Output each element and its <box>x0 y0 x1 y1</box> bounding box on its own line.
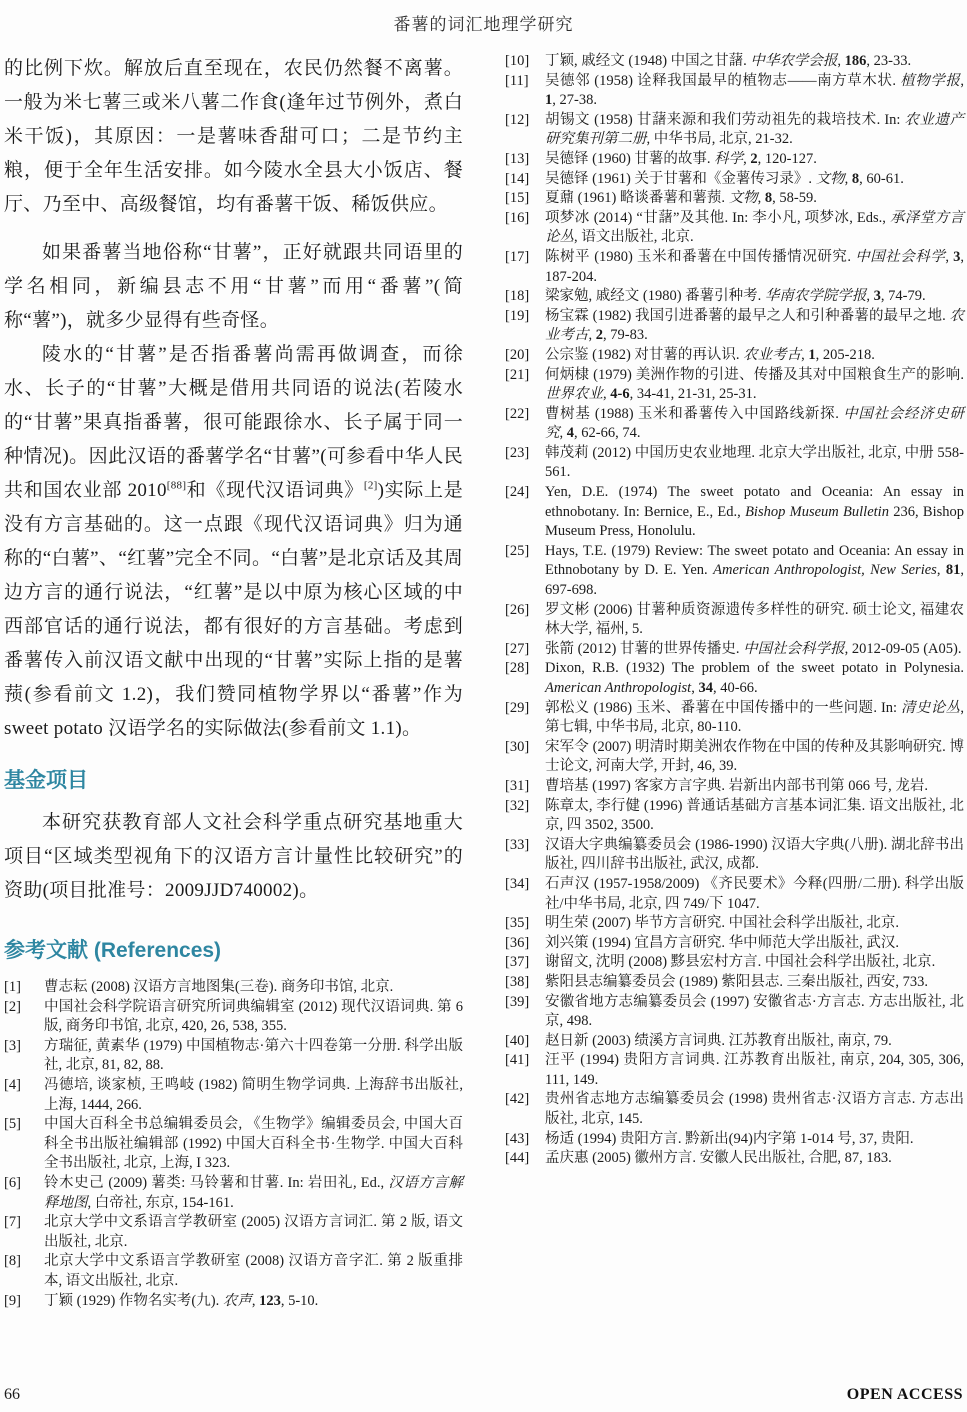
reference-number: [38] <box>505 973 530 990</box>
reference-text: 丁颖 (1929) 作物名实考(九). 农声, 123, 5-10. <box>44 1292 319 1309</box>
reference-text: 杨适 (1994) 贵阳方言. 黔新出(94)内字第 1-014 号, 37, 贵阳. <box>545 1130 914 1147</box>
reference-item <box>4 978 463 998</box>
reference-item <box>505 209 964 248</box>
page-footer <box>4 1386 963 1404</box>
reference-text: 韩茂莉 (2012) 中国历史农业地理. 北京大学出版社, 北京, 中册 558-561. <box>545 444 964 481</box>
reference-item <box>505 111 964 150</box>
reference-text: Hays, T.E. (1979) Review: The sweet potato and Oceania: An essay in Ethnobotany by D. E. Yen. American Anthropologist, New Series, 81, 697-698. <box>545 542 964 599</box>
reference-number: [19] <box>505 307 530 324</box>
reference-item <box>505 405 964 444</box>
reference-item <box>505 307 964 346</box>
reference-item <box>505 1130 964 1150</box>
references-list-left <box>4 978 463 1311</box>
reference-item <box>505 444 964 483</box>
reference-text: 北京大学中文系语言学教研室 (2005) 汉语方言词汇. 第 2 版, 语文出版社, 北京. <box>44 1214 463 1250</box>
reference-number: [12] <box>505 111 530 128</box>
reference-number: [30] <box>505 738 530 755</box>
reference-number: [26] <box>505 601 530 618</box>
reference-item <box>505 699 964 738</box>
reference-number: [22] <box>505 405 530 422</box>
reference-text: 贵州省志地方志编纂委员会 (1998) 贵州省志·汉语方言志. 方志出版社, 北京, 145. <box>545 1091 964 1128</box>
reference-item <box>505 973 964 993</box>
reference-text: 北京大学中文系语言学教研室 (2008) 汉语方音字汇. 第 2 版重排本, 语文出版社, 北京. <box>44 1253 463 1289</box>
reference-item <box>505 1149 964 1169</box>
reference-number: [37] <box>505 954 530 971</box>
reference-item <box>505 248 964 287</box>
reference-item <box>505 777 964 797</box>
fund-section-heading: 基金项目 <box>4 769 88 792</box>
reference-item <box>505 953 964 973</box>
reference-text: 汉语大字典编纂委员会 (1986-1990) 汉语大字典(八册). 湖北辞书出版社, 四川辞书出版社, 武汉, 成都. <box>545 836 964 873</box>
reference-number: [23] <box>505 444 530 461</box>
reference-text: 项梦冰 (2014) “甘藷”及其他. In: 李小凡, 项梦冰, Eds., 承泽堂方言论丛, 语文出版社, 北京. <box>545 209 965 246</box>
reference-item <box>4 1115 463 1174</box>
reference-number: [21] <box>505 366 530 383</box>
reference-text: 冯德培, 谈家桢, 王鸣岐 (1982) 简明生物学词典. 上海辞书出版社, 上海, 1444, 266. <box>44 1076 463 1113</box>
reference-text: 吴德铎 (1960) 甘薯的故事. 科学, 2, 120-127. <box>545 150 817 167</box>
reference-text: 梁家勉, 戚经文 (1980) 番薯引种考. 华南农学院学报, 3, 74-79. <box>545 288 926 305</box>
reference-text: 中国大百科全书总编辑委员会, 《生物学》编辑委员会, 中国大百科全书出版社编辑部 (1992) 中国大百科全书·生物学. 中国大百科全书出版社, 北京, 上海, I 323. <box>44 1116 463 1172</box>
reference-number: [29] <box>505 699 530 716</box>
reference-item <box>505 1051 964 1090</box>
reference-text: 曹志耘 (2008) 汉语方言地图集(三卷). 商务印书馆, 北京. <box>44 979 394 995</box>
reference-text: Dixon, R.B. (1932) The problem of the sweet potato in Polynesia. American Anthropologist, 34, 40-66. <box>545 660 964 696</box>
reference-number: [7] <box>4 1214 21 1231</box>
reference-number: [6] <box>4 1174 21 1191</box>
reference-number: [32] <box>505 797 530 814</box>
reference-text: 丁颖, 戚经文 (1948) 中国之甘藷. 中华农学会报, 186, 23-33. <box>545 53 912 69</box>
reference-item <box>4 1076 463 1115</box>
open-access-label: OPEN ACCESS <box>846 1386 963 1403</box>
reference-item <box>4 1174 463 1213</box>
reference-text: 胡锡文 (1958) 甘藷来源和我们劳动祖先的栽培技术. In: 农业遗产研究集刊第二册, 中华书局, 北京, 21-32. <box>545 111 965 148</box>
body-paragraph: 的比例下炊。解放后直至现在，农民仍然餐不离薯。一般为米七薯三或米八薯二作食(逢年过节例外，煮白米干饭)，其原因：一是薯味香甜可口；二是节约主粮，便于全年生活安排。如今陵水全县大小饭店、餐厅、乃至中、高级餐馆，均有番薯干饭、稀饭供应。 <box>4 58 463 215</box>
reference-number: [31] <box>505 777 530 794</box>
reference-number: [27] <box>505 640 530 657</box>
reference-text: 公宗鉴 (1982) 对甘薯的再认识. 农业考古, 1, 205-218. <box>545 346 875 363</box>
reference-item <box>505 738 964 777</box>
reference-number: [16] <box>505 209 530 226</box>
page-number: 66 <box>4 1386 20 1403</box>
reference-text: 罗文彬 (2006) 甘薯种质资源遗传多样性的研究. 硕士论文, 福建农林大学, 福州, 5. <box>545 601 964 638</box>
reference-item <box>505 346 964 366</box>
reference-item <box>505 287 964 307</box>
reference-item <box>4 1037 463 1076</box>
body-text <box>4 52 463 746</box>
reference-item <box>505 1090 964 1129</box>
references-section-heading: 参考文献 (References) <box>4 939 222 962</box>
reference-number: [9] <box>4 1292 21 1309</box>
citation-superscript: [88] <box>166 479 187 492</box>
reference-item <box>4 1252 463 1291</box>
reference-item <box>505 170 964 190</box>
reference-number: [40] <box>505 1032 530 1049</box>
reference-number: [28] <box>505 660 530 677</box>
reference-number: [5] <box>4 1116 21 1133</box>
reference-number: [36] <box>505 934 530 951</box>
reference-text: 明生荣 (2007) 毕节方言研究. 中国社会科学出版社, 北京. <box>545 915 900 932</box>
reference-number: [11] <box>505 72 529 89</box>
reference-text: 汪平 (1994) 贵阳方言词典. 江苏教育出版社, 南京, 204, 305, 306, 111, 149. <box>545 1052 964 1088</box>
reference-item <box>4 1292 463 1312</box>
reference-item <box>505 1032 964 1052</box>
reference-item <box>505 72 964 111</box>
reference-item <box>505 601 964 640</box>
reference-number: [14] <box>505 170 530 187</box>
reference-text: 刘兴策 (1994) 宜昌方言研究. 华中师范大学出版社, 武汉. <box>545 934 900 951</box>
reference-number: [39] <box>505 993 530 1010</box>
reference-item <box>505 659 964 698</box>
reference-number: [24] <box>505 484 530 501</box>
body-paragraph: 如果番薯当地俗称“甘薯”，正好就跟共同语里的学名相同，新编县志不用“甘薯”而用“番薯”(简称“薯”)，就多少显得有些奇怪。 <box>4 242 463 331</box>
reference-text: Yen, D.E. (1974) The sweet potato and Oceania: An essay in ethnobotany. In: Bernice, E., Ed., Bishop Museum Bulletin 236, Bishop Museum Press, Honolulu. <box>545 484 964 540</box>
reference-number: [42] <box>505 1091 530 1108</box>
reference-number: [41] <box>505 1052 530 1069</box>
reference-text: 曹培基 (1997) 客家方言字典. 岩新出内部书刊第 066 号, 龙岩. <box>545 777 929 794</box>
reference-item <box>505 797 964 836</box>
reference-item <box>505 542 964 601</box>
reference-item <box>505 836 964 875</box>
reference-text: 郭松义 (1986) 玉米、番薯在中国传播中的一些问题. In: 清史论丛, 第七辑, 中华书局, 北京, 80-110. <box>545 699 965 736</box>
reference-number: [18] <box>505 288 530 305</box>
reference-item <box>505 483 964 542</box>
reference-text: 曹树基 (1988) 玉米和番薯传入中国路线新探. 中国社会经济史研究, 4, 62-66, 74. <box>545 405 965 442</box>
body-paragraph: 陵水的“甘薯”是否指番薯尚需再做调查，而徐水、长子的“甘薯”大概是借用共同语的说法(若陵水的“甘薯”果真指番薯，很可能跟徐水、长子属于同一种情况)。因此汉语的番薯学名“甘薯”(可参看中华人民共和国农业部 2010[88]和《现代汉语词典》[2])实际上是没有方言基础的。这一点跟《现代汉语词典》归为通称的“白薯”、“红薯”完全不同。“白薯”是北京话及其周边方言的通行说法，“红薯”是以中原为核心区域的中西部官话的通行说法，都有很好的方言基础。考虑到番薯传入前汉语文献中出现的“甘薯”实际上指的是薯蓣(参看前文 1.2)，我们赞同植物学界以“番薯”作为 sweet potato 汉语学名的实际做法(参看前文 1.1)。 <box>4 344 463 739</box>
reference-number: [3] <box>4 1037 21 1054</box>
reference-text: 夏鼐 (1961) 略谈番薯和薯蓣. 文物, 8, 58-59. <box>545 190 817 207</box>
reference-text: 紫阳县志编纂委员会 (1989) 紫阳县志. 三秦出版社, 西安, 733. <box>545 973 929 990</box>
reference-number: [20] <box>505 346 530 363</box>
reference-item <box>505 52 964 72</box>
reference-number: [35] <box>505 915 530 932</box>
reference-item <box>505 934 964 954</box>
right-column <box>505 52 964 1169</box>
reference-item <box>505 150 964 170</box>
reference-item <box>505 189 964 209</box>
reference-text: 石声汉 (1957-1958/2009) 《齐民要术》今释(四册/二册). 科学出版社/中华书局, 北京, 四 749/下 1047. <box>545 875 964 912</box>
reference-number: [13] <box>505 150 530 167</box>
reference-number: [34] <box>505 875 530 892</box>
reference-text: 铃木史己 (2009) 薯类: 马铃薯和甘薯. In: 岩田礼, Ed., 汉语方言解释地图, 白帝社, 东京, 154-161. <box>44 1174 463 1211</box>
reference-text: 中国社会科学院语言研究所词典编辑室 (2012) 现代汉语词典. 第 6 版, 商务印书馆, 北京, 420, 26, 538, 355. <box>44 998 463 1035</box>
reference-text: 孟庆惠 (2005) 徽州方言. 安徽人民出版社, 合肥, 87, 183. <box>545 1150 892 1167</box>
reference-item <box>4 998 463 1037</box>
reference-text: 宋军令 (2007) 明清时期美洲农作物在中国的传种及其影响研究. 博士论文, 河南大学, 开封, 46, 39. <box>545 738 964 775</box>
reference-text: 方瑞征, 黄素华 (1979) 中国植物志·第六十四卷第一分册. 科学出版社, 北京, 81, 82, 88. <box>44 1037 463 1074</box>
reference-number: [15] <box>505 190 530 207</box>
reference-item <box>505 914 964 934</box>
citation-superscript: [2] <box>363 479 378 492</box>
reference-number: [1] <box>4 979 21 995</box>
reference-item <box>505 993 964 1032</box>
reference-number: [25] <box>505 542 530 559</box>
reference-text: 陈树平 (1980) 玉米和番薯在中国传播情况研究. 中国社会科学, 3, 187-204. <box>545 248 965 285</box>
reference-text: 吴德邻 (1958) 诠释我国最早的植物志——南方草木状. 植物学报, 1, 27-38. <box>545 72 964 109</box>
reference-text: 吴德铎 (1961) 关于甘薯和《金薯传习录》. 文物, 8, 60-61. <box>545 170 904 187</box>
reference-item <box>505 366 964 405</box>
left-column <box>4 52 463 1311</box>
reference-number: [44] <box>505 1150 530 1167</box>
reference-number: [43] <box>505 1130 530 1147</box>
reference-text: 赵日新 (2003) 绩溪方言词典. 江苏教育出版社, 南京, 79. <box>545 1032 892 1049</box>
reference-number: [2] <box>4 998 21 1015</box>
fund-paragraph: 本研究获教育部人文社会科学重点研究基地重大项目“区域类型视角下的汉语方言计量性比较研究”的资助(项目批准号：2009JJD740002)。 <box>4 812 463 901</box>
reference-text: 杨宝霖 (1982) 我国引进番薯的最早之人和引种番薯的最早之地. 农业考古, 2, 79-83. <box>545 307 964 344</box>
reference-text: 陈章太, 李行健 (1996) 普通话基础方言基本词汇集. 语文出版社, 北京, 四 3502, 3500. <box>545 797 964 834</box>
references-list-right <box>505 52 964 1169</box>
reference-number: [17] <box>505 248 530 265</box>
reference-number: [4] <box>4 1076 21 1093</box>
reference-number: [33] <box>505 836 530 853</box>
reference-text: 谢留文, 沈明 (2008) 黟县宏村方言. 中国社会科学出版社, 北京. <box>545 954 936 971</box>
reference-item <box>4 1213 463 1252</box>
reference-number: [10] <box>505 53 530 69</box>
reference-item <box>505 875 964 914</box>
reference-text: 张箭 (2012) 甘薯的世界传播史. 中国社会科学报, 2012-09-05 (A05). <box>545 640 962 657</box>
reference-text: 安徽省地方志编纂委员会 (1997) 安徽省志·方言志. 方志出版社, 北京, 498. <box>545 993 964 1030</box>
reference-number: [8] <box>4 1253 21 1270</box>
reference-text: 何炳棣 (1979) 美洲作物的引进、传播及其对中国粮食生产的影响. 世界农业, 4-6, 34-41, 21-31, 25-31. <box>545 366 964 403</box>
page-title: 番薯的词汇地理学研究 <box>393 15 574 34</box>
reference-item <box>505 640 964 660</box>
